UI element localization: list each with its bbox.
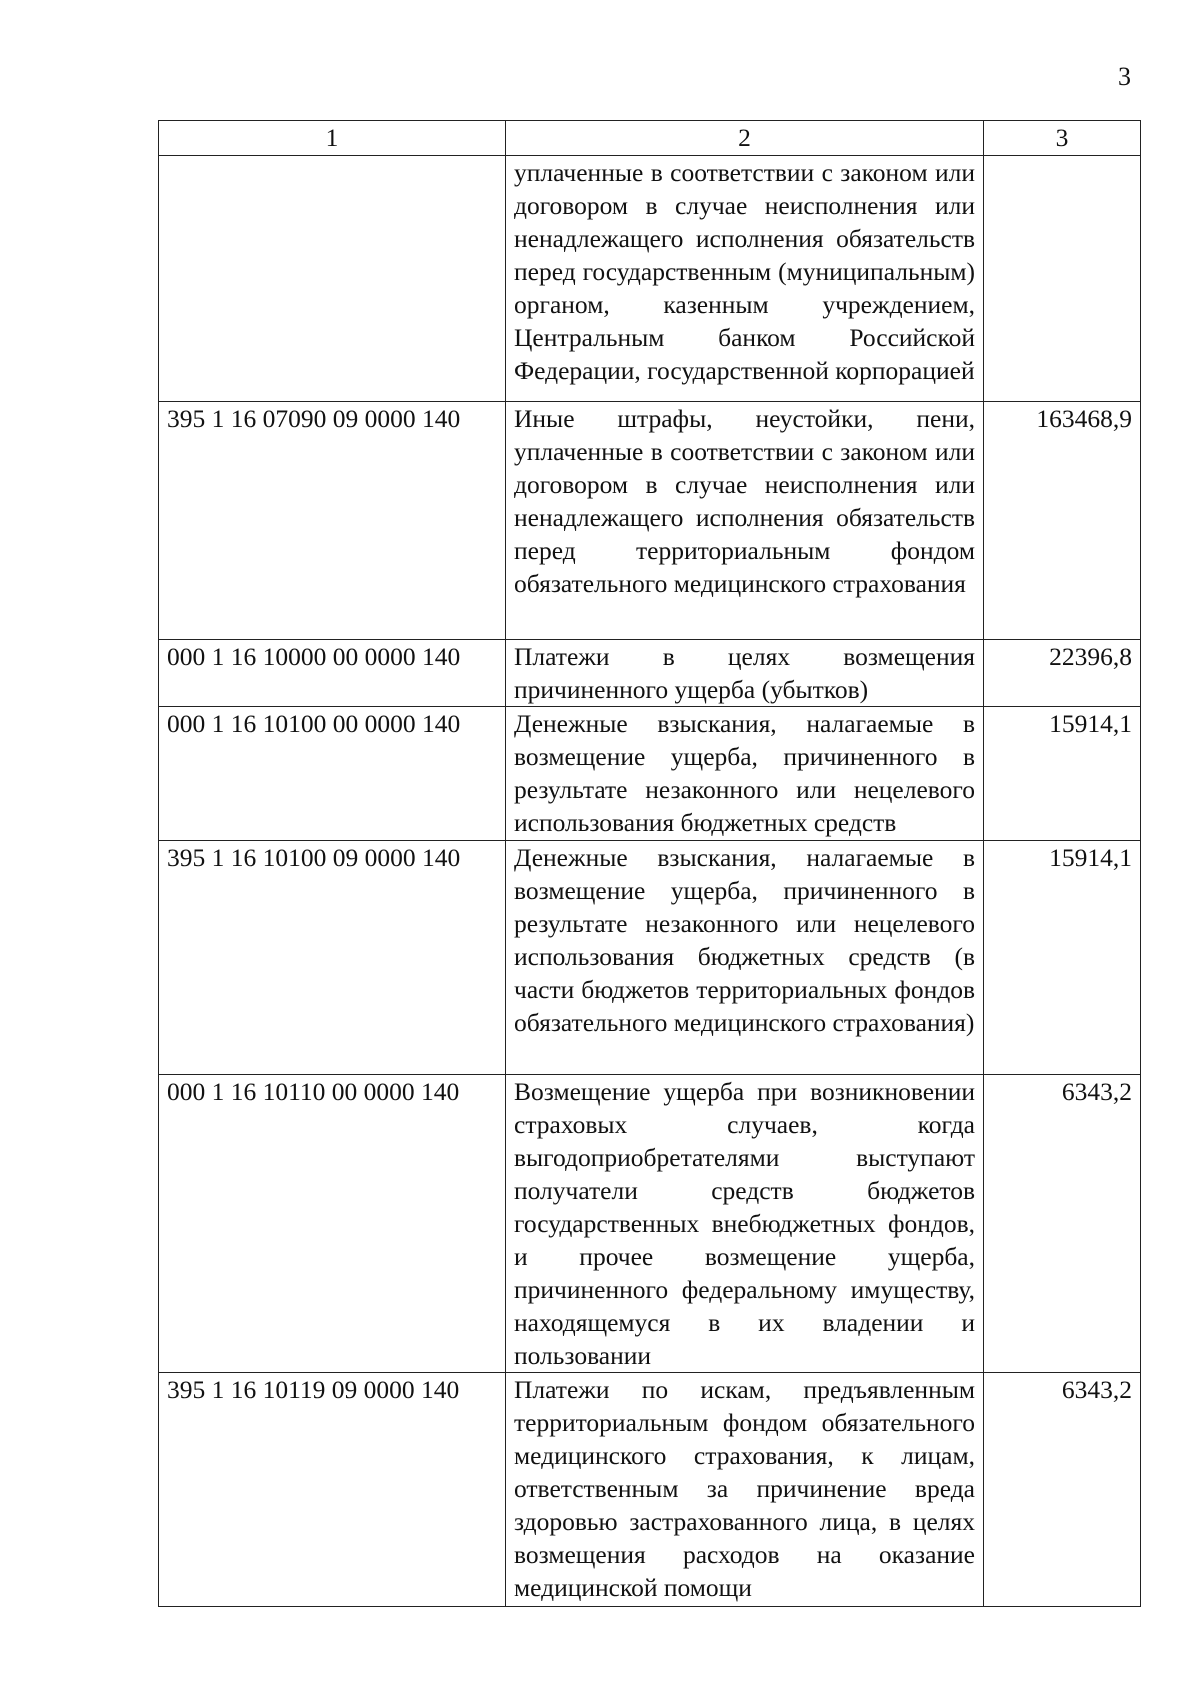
table-row bbox=[159, 156, 1141, 402]
budget-code-cell: 000 1 16 10100 00 0000 140 bbox=[159, 707, 506, 841]
table-row bbox=[159, 841, 1141, 1075]
amount-cell: 6343,2 bbox=[984, 1075, 1141, 1373]
budget-code-cell: 000 1 16 10110 00 0000 140 bbox=[159, 1075, 506, 1373]
table-row bbox=[159, 1075, 1141, 1373]
description-cell: Возмещение ущерба при возникновении страховых случаев, когда выгодоприобретателями выступают получатели средств бюджетов государственных внебюджетных фондов, и прочее возмещение ущерба, причиненного федеральному имуществу, находящемуся в их владении и пользовании bbox=[506, 1075, 984, 1373]
budget-code-cell bbox=[159, 156, 506, 402]
description-cell: Денежные взыскания, налагаемые в возмещение ущерба, причиненного в результате незаконного или нецелевого использования бюджетных средств (в части бюджетов территориальных фондов обязательного медицинского страхования) bbox=[506, 841, 984, 1075]
budget-code-cell: 395 1 16 10100 09 0000 140 bbox=[159, 841, 506, 1075]
budget-code-cell: 395 1 16 10119 09 0000 140 bbox=[159, 1373, 506, 1607]
budget-code-cell: 000 1 16 10000 00 0000 140 bbox=[159, 640, 506, 707]
page-number: 3 bbox=[1118, 62, 1131, 91]
table-row bbox=[159, 707, 1141, 841]
table-row bbox=[159, 1373, 1141, 1607]
amount-cell: 22396,8 bbox=[984, 640, 1141, 707]
amount-cell: 15914,1 bbox=[984, 841, 1141, 1075]
table-row bbox=[159, 402, 1141, 640]
amount-cell: 163468,9 bbox=[984, 402, 1141, 640]
column-header-1: 1 bbox=[159, 121, 506, 156]
description-cell: уплаченные в соответствии с законом или договором в случае неисполнения или ненадлежащего исполнения обязательств перед государственным (муниципальным) органом, казенным учреждением, Центральным банком Российской Федерации, государственной корпорацией bbox=[506, 156, 984, 402]
description-cell: Платежи по искам, предъявленным территориальным фондом обязательного медицинского страхования, к лицам, ответственным за причинение вреда здоровью застрахованного лица, в целях возмещения расходов на оказание медицинской помощи bbox=[506, 1373, 984, 1607]
table-header-row bbox=[159, 121, 1141, 156]
description-cell: Платежи в целях возмещения причиненного ущерба (убытков) bbox=[506, 640, 984, 707]
budget-code-cell: 395 1 16 07090 09 0000 140 bbox=[159, 402, 506, 640]
revenue-table bbox=[158, 120, 1141, 1607]
amount-cell bbox=[984, 156, 1141, 402]
description-cell: Иные штрафы, неустойки, пени, уплаченные в соответствии с законом или договором в случае неисполнения или ненадлежащего исполнения обязательств перед территориальным фондом обязательного медицинского страхования bbox=[506, 402, 984, 640]
amount-cell: 15914,1 bbox=[984, 707, 1141, 841]
description-cell: Денежные взыскания, налагаемые в возмещение ущерба, причиненного в результате незаконного или нецелевого использования бюджетных средств bbox=[506, 707, 984, 841]
column-header-3: 3 bbox=[984, 121, 1141, 156]
amount-cell: 6343,2 bbox=[984, 1373, 1141, 1607]
table-row bbox=[159, 640, 1141, 707]
column-header-2: 2 bbox=[506, 121, 984, 156]
